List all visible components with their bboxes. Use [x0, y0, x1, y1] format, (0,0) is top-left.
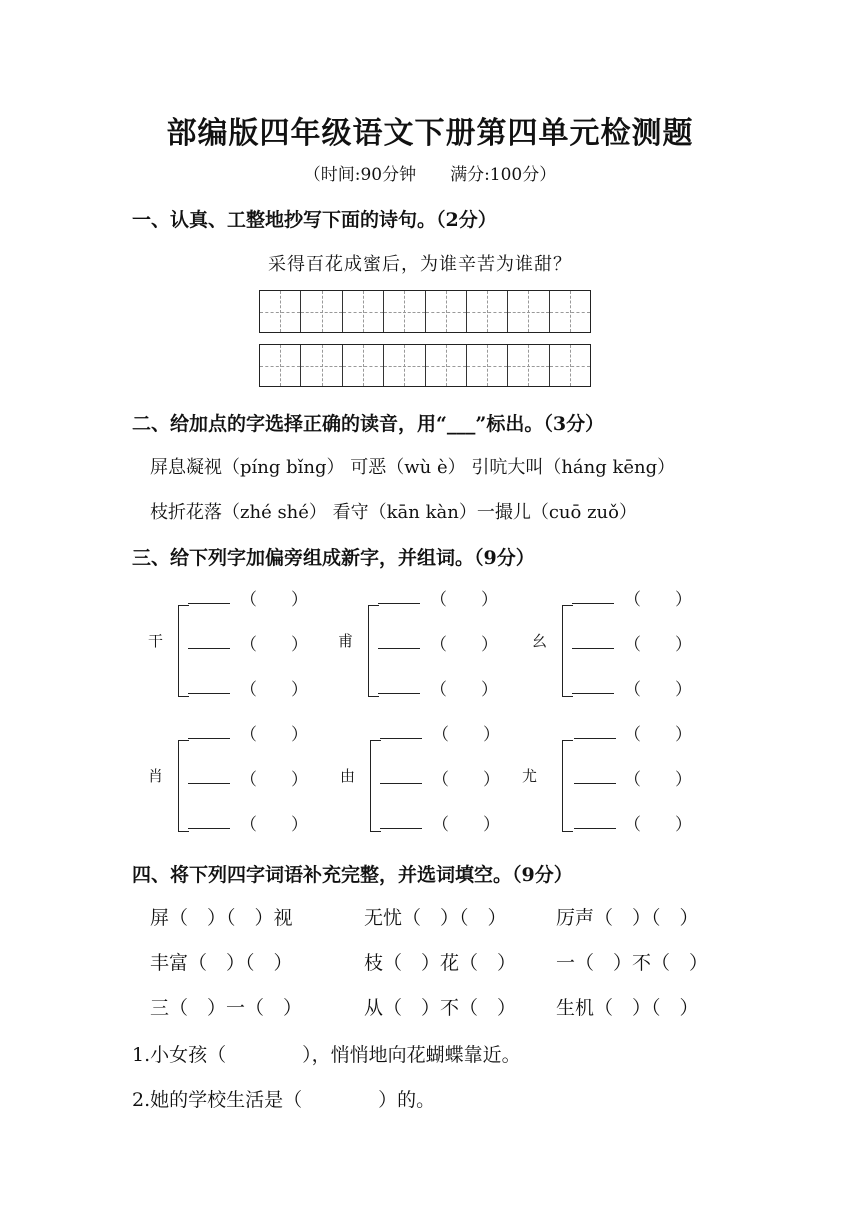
radical-group-you	[340, 720, 510, 840]
idiom-blank[interactable]: 厉声（ ）（ ）	[556, 907, 699, 929]
blank[interactable]	[188, 765, 230, 784]
radical-group-you2	[522, 720, 692, 840]
blank[interactable]	[188, 720, 230, 739]
idiom-blank[interactable]: 无忧（ ）（ ）	[364, 907, 507, 929]
blank[interactable]	[380, 810, 422, 829]
base-char: ⺓	[532, 632, 548, 650]
word-paren[interactable]: （ ）	[624, 590, 692, 610]
base-char: 肖	[148, 767, 164, 785]
radical-group-gan	[148, 585, 318, 705]
writing-grid-row-2[interactable]	[259, 344, 591, 387]
word-paren[interactable]: （ ）	[240, 590, 308, 610]
idiom-blank[interactable]: 三（ ）一（ ）	[150, 997, 303, 1019]
word-paren[interactable]: （ ）	[430, 680, 498, 700]
word-paren[interactable]: （ ）	[432, 815, 500, 835]
word-paren[interactable]: （ ）	[624, 815, 692, 835]
blank[interactable]	[188, 630, 230, 649]
blank[interactable]	[574, 765, 616, 784]
idiom-blank[interactable]: 从（ ）不（ ）	[364, 997, 517, 1019]
idiom-blank[interactable]: 一（ ）不（ ）	[556, 952, 709, 974]
blank[interactable]	[572, 630, 614, 649]
writing-grid-row-1[interactable]	[259, 290, 591, 333]
pinyin-line-1: 屏息凝视（píng bǐng） 可恶（wù è） 引吭大叫（háng kēng）	[150, 457, 676, 478]
blank[interactable]	[380, 720, 422, 739]
word-paren[interactable]: （ ）	[432, 725, 500, 745]
word-paren[interactable]: （ ）	[430, 635, 498, 655]
idiom-blank[interactable]: 枝（ ）花（ ）	[364, 952, 517, 974]
blank[interactable]	[378, 585, 420, 604]
word-paren[interactable]: （ ）	[240, 725, 308, 745]
fill-question-2[interactable]: 2.她的学校生活是（ ）的。	[132, 1089, 436, 1111]
idiom-blank[interactable]: 生机（ ）（ ）	[556, 997, 699, 1019]
word-paren[interactable]: （ ）	[240, 770, 308, 790]
section-4-heading: 四、将下列四字词语补充完整，并选词填空。（9分）	[132, 864, 573, 886]
fill-question-1[interactable]: 1.小女孩（ ），悄悄地向花蝴蝶靠近。	[132, 1044, 521, 1066]
poem-line: 采得百花成蜜后，为谁辛苦为谁甜？	[268, 254, 572, 275]
page-title: 部编版四年级语文下册第四单元检测题	[166, 116, 694, 151]
blank[interactable]	[378, 675, 420, 694]
brace	[562, 740, 573, 832]
radical-group-xiao	[148, 720, 318, 840]
blank[interactable]	[378, 630, 420, 649]
idiom-blank[interactable]: 丰富（ ）（ ）	[150, 952, 293, 974]
radical-group-fu	[338, 585, 508, 705]
pinyin-line-2: 枝折花落（zhé shé） 看守（kān kàn）一撮儿（cuō zuǒ）	[150, 502, 637, 523]
word-paren[interactable]: （ ）	[432, 770, 500, 790]
word-paren[interactable]: （ ）	[240, 815, 308, 835]
blank[interactable]	[188, 585, 230, 604]
word-paren[interactable]: （ ）	[624, 635, 692, 655]
blank[interactable]	[380, 765, 422, 784]
base-char: 尤	[522, 767, 538, 785]
word-paren[interactable]: （ ）	[240, 635, 308, 655]
exam-info: （时间:90分钟 满分:100分）	[303, 165, 557, 185]
word-paren[interactable]: （ ）	[624, 725, 692, 745]
radical-group-3	[532, 585, 702, 705]
blank[interactable]	[572, 675, 614, 694]
base-char: 干	[148, 632, 164, 650]
section-1-heading: 一、认真、工整地抄写下面的诗句。（2分）	[132, 209, 497, 231]
base-char: 由	[340, 767, 356, 785]
idiom-blank[interactable]: 屏（ ）（ ）视	[150, 907, 293, 929]
section-3-heading: 三、给下列字加偏旁组成新字，并组词。（9分）	[132, 547, 535, 569]
blank[interactable]	[572, 585, 614, 604]
blank[interactable]	[188, 675, 230, 694]
word-paren[interactable]: （ ）	[430, 590, 498, 610]
blank[interactable]	[188, 810, 230, 829]
word-paren[interactable]: （ ）	[240, 680, 308, 700]
blank[interactable]	[574, 810, 616, 829]
word-paren[interactable]: （ ）	[624, 770, 692, 790]
base-char: 甫	[338, 632, 354, 650]
word-paren[interactable]: （ ）	[624, 680, 692, 700]
section-2-heading: 二、给加点的字选择正确的读音，用“___”标出。（3分）	[132, 413, 605, 435]
blank[interactable]	[574, 720, 616, 739]
